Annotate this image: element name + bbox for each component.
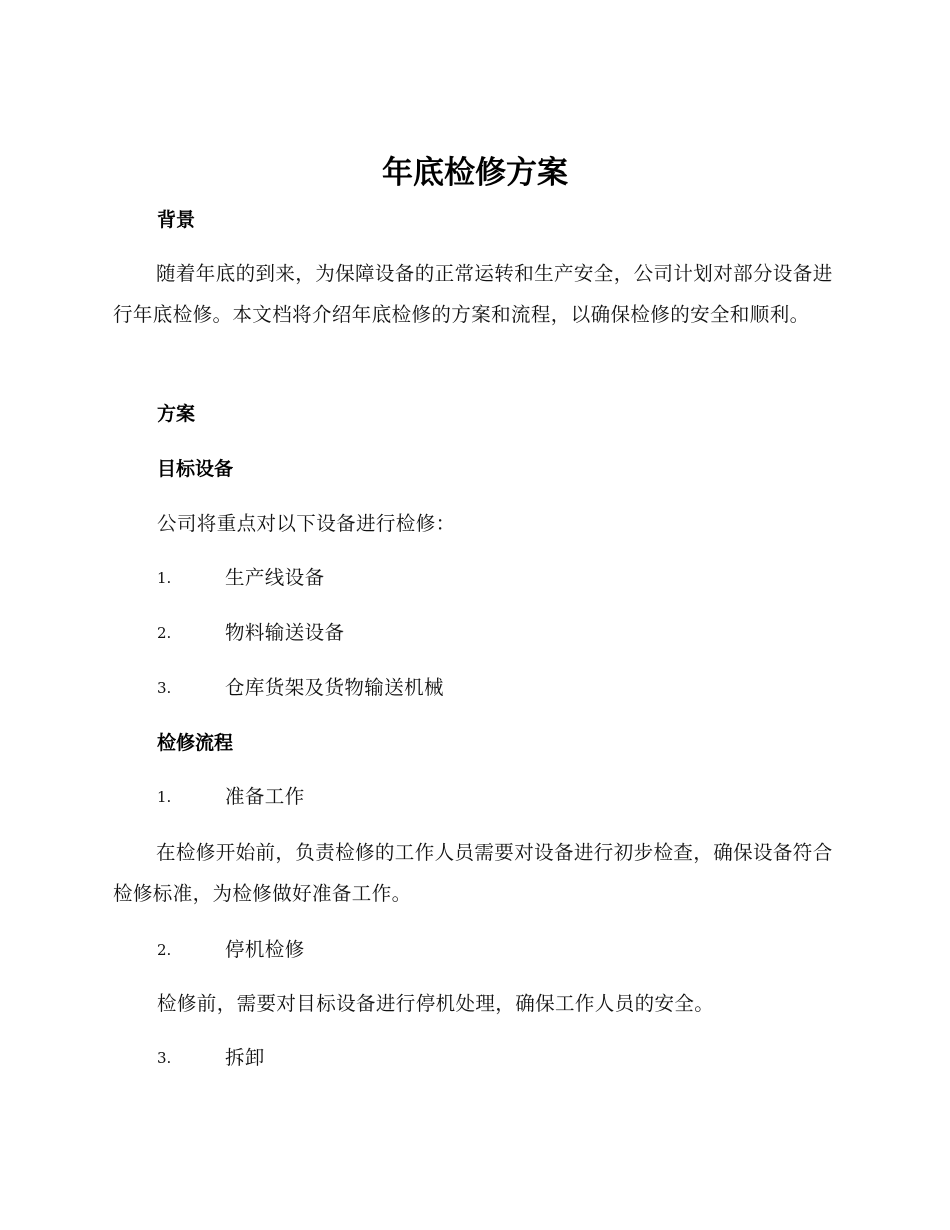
section-heading-plan: 方案 — [157, 403, 196, 425]
process-step-title: 停机检修 — [225, 938, 305, 961]
subsection-heading-target-equipment: 目标设备 — [157, 458, 234, 480]
process-step-number: 2. — [157, 941, 172, 959]
list-item-number: 1. — [157, 569, 172, 587]
list-item-number: 3. — [157, 679, 172, 697]
process-step-description: 检修前，需要对目标设备进行停机处理，确保工作人员的安全。 — [157, 992, 715, 1015]
list-item-text: 生产线设备 — [225, 566, 325, 589]
list-item-text: 物料输送设备 — [225, 621, 345, 644]
subsection-heading-process: 检修流程 — [157, 732, 234, 754]
process-step-number: 3. — [157, 1049, 172, 1067]
process-step-title: 准备工作 — [225, 785, 305, 808]
target-intro-text: 公司将重点对以下设备进行检修： — [157, 512, 456, 535]
list-item-text: 仓库货架及货物输送机械 — [225, 676, 444, 699]
background-paragraph: 随着年底的到来，为保障设备的正常运转和生产安全，公司计划对部分设备进行年底检修。本文档将介绍年底检修的方案和流程，以确保检修的安全和顺利。 — [113, 262, 833, 326]
process-step-description: 在检修开始前，负责检修的工作人员需要对设备进行初步检查，确保设备符合检修标准，为检修做好准备工作。 — [113, 841, 833, 905]
document-title: 年底检修方案 — [382, 155, 568, 191]
process-step-title: 拆卸 — [225, 1046, 265, 1069]
process-step-number: 1. — [157, 788, 172, 806]
section-heading-background: 背景 — [157, 209, 196, 231]
list-item-number: 2. — [157, 624, 172, 642]
